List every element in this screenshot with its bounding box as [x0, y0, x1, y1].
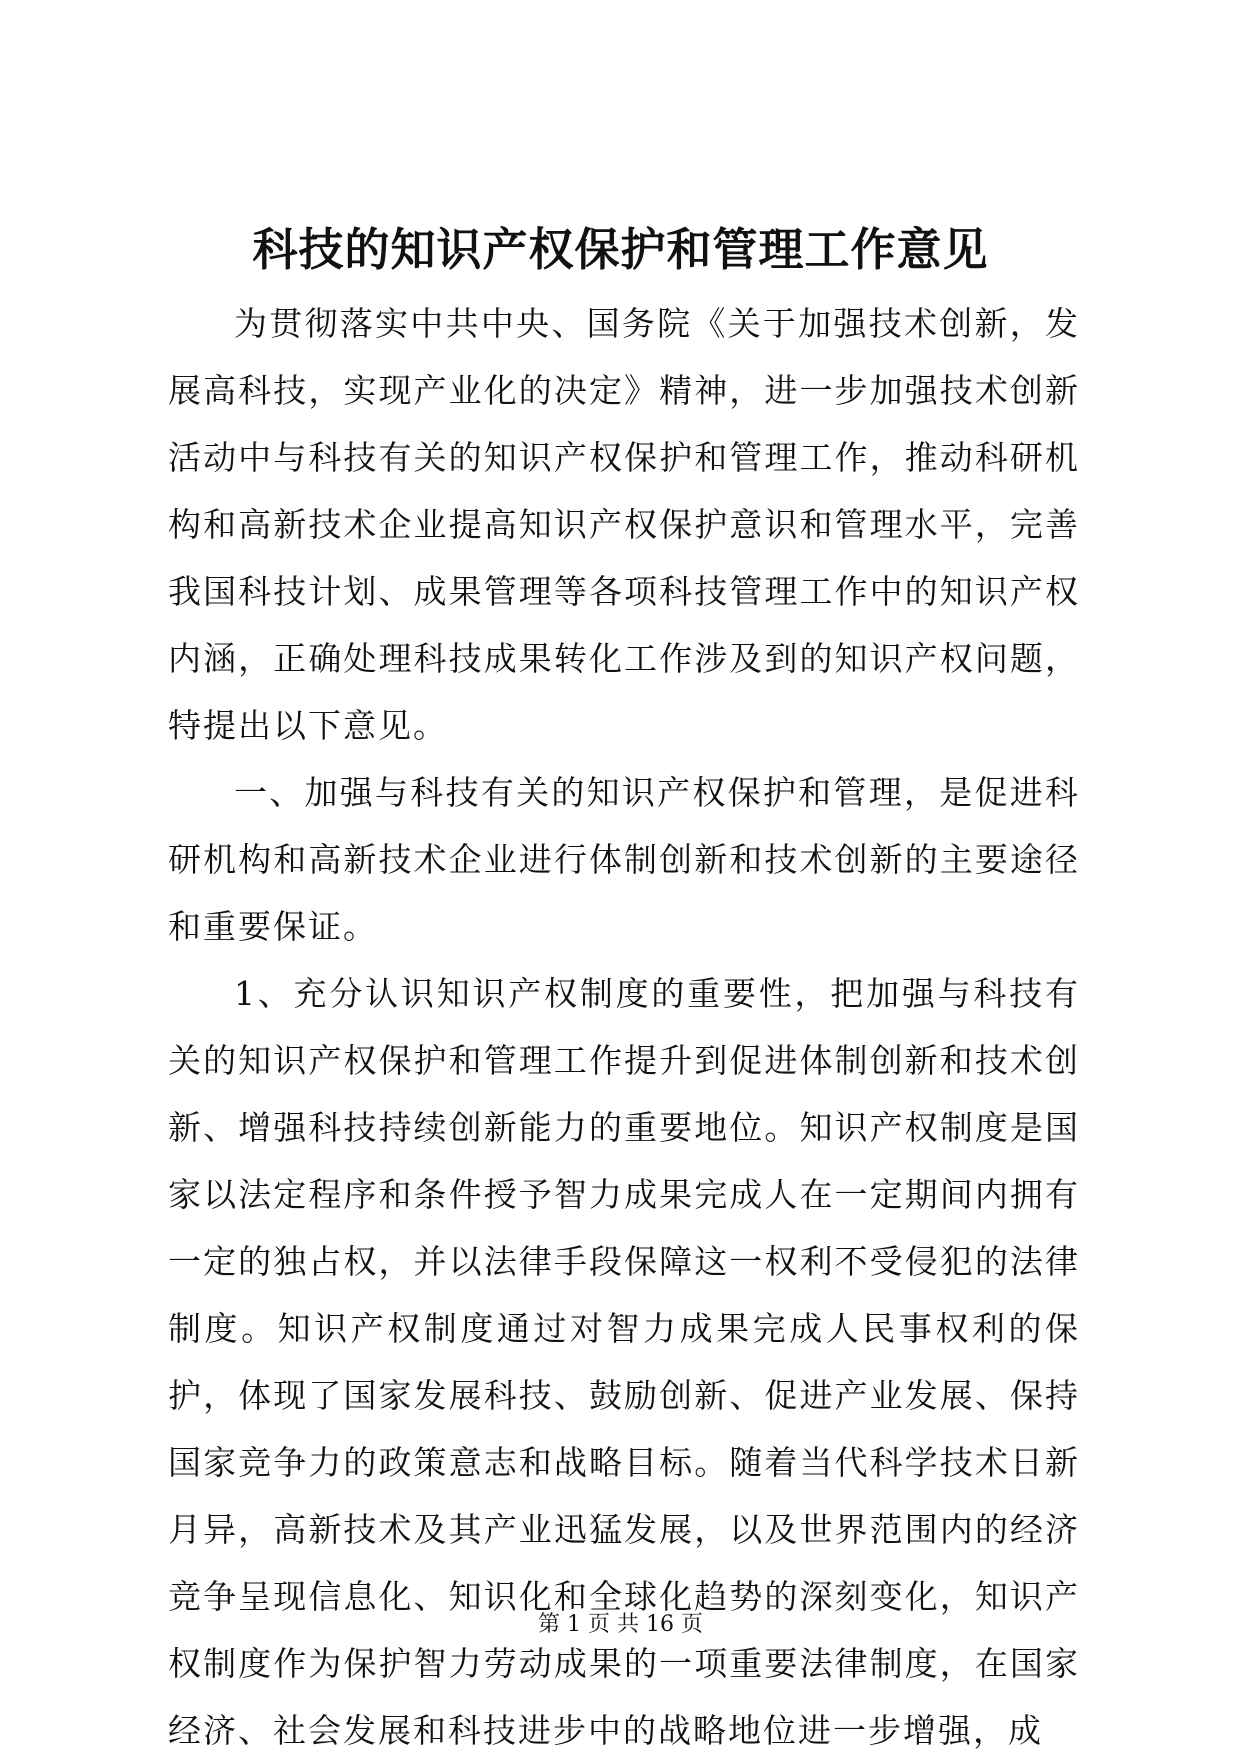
document-body [168, 290, 1080, 1764]
document-title: 科技的知识产权保护和管理工作意见 [252, 223, 989, 276]
paragraph-section-one: 一、加强与科技有关的知识产权保护和管理，是促进科研机构和高新技术企业进行体制创新和技术创新的主要途径和重要保证。 [168, 773, 1080, 946]
paragraph-item-one: 1、充分认识知识产权制度的重要性，把加强与科技有关的知识产权保护和管理工作提升到促进体制创新和技术创新、增强科技持续创新能力的重要地位。知识产权制度是国家以法定程序和条件授予智力成果完成人在一定期间内拥有一定的独占权，并以法律手段保障这一权利不受侵犯的法律制度。知识产权制度通过对智力成果完成人民事权利的保护，体现了国家发展科技、鼓励创新、促进产业发展、保持国家竞争力的政策意志和战略目标。随着当代科学技术日新月异，高新技术及其产业迅猛发展，以及世界范围内的经济竞争呈现信息化、知识化和全球化趋势的深刻变化，知识产权制度作为保护智力劳动成果的一项重要法律制度，在国家经济、社会发展和科技进步中的战略地位进一步增强，成 [168, 974, 1080, 1750]
page-footer: 第 1 页 共 16 页 [538, 1612, 703, 1637]
paragraph-intro: 为贯彻落实中共中央、国务院《关于加强技术创新，发展高科技，实现产业化的决定》精神，进一步加强技术创新活动中与科技有关的知识产权保护和管理工作，推动科研机构和高新技术企业提高知识产权保护意识和管理水平，完善我国科技计划、成果管理等各项科技管理工作中的知识产权内涵，正确处理科技成果转化工作涉及到的知识产权问题，特提出以下意见。 [168, 304, 1080, 745]
